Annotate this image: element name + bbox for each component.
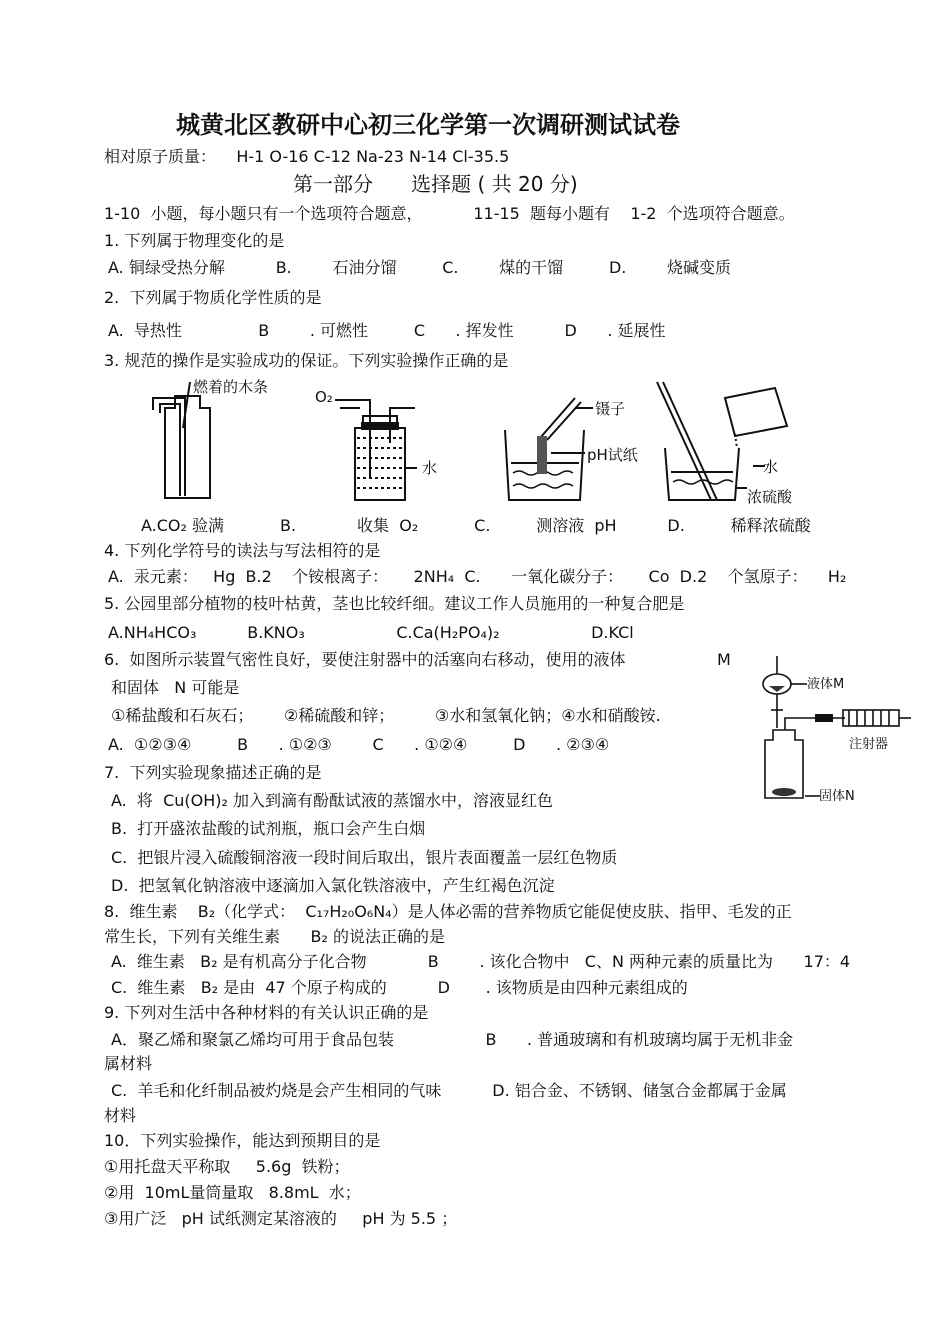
question-7-option-b: B. 打开盛浓盐酸的试剂瓶，瓶口会产生白烟 bbox=[111, 819, 426, 838]
solid-n-label: 固体N bbox=[819, 789, 855, 804]
question-2-stem: 2. 下列属于物质化学性质的是 bbox=[104, 288, 322, 307]
question-9-options-cd: C. 羊毛和化纤制品被灼烧是会产生相同的气味 D. 铝合金、不锈钢、储氢合金都属于金属 bbox=[111, 1081, 787, 1100]
question-7-option-d: D. 把氢氧化钠溶液中逐滴加入氯化铁溶液中，产生红褐色沉淀 bbox=[111, 876, 555, 895]
question-6-options: A. ①②③④ B . ①②③ C . ①②④ D . ②③④ bbox=[108, 735, 610, 754]
question-8-stem-line2: 常生长，下列有关维生素 B₂ 的说法正确的是 bbox=[104, 927, 445, 946]
question-4-options: A. 汞元素： Hg B.2 个铵根离子： 2NH₄ C. 一氧化碳分子： Co D.2 个氢原子： H₂ bbox=[108, 567, 847, 586]
question-7-stem: 7. 下列实验现象描述正确的是 bbox=[104, 763, 322, 782]
question-9-option-b-cont: 属材料 bbox=[104, 1054, 153, 1073]
question-4-stem: 4. 下列化学符号的读法与写法相符的是 bbox=[104, 541, 381, 560]
question-6-stem-line1: 6. 如图所示装置气密性良好，要使注射器中的活塞向右移动，使用的液体 M bbox=[104, 650, 731, 669]
question-10-item-3: ③用广泛 pH 试纸测定某溶液的 pH 为 5.5 ； bbox=[104, 1209, 458, 1228]
question-9-option-d-cont: 材料 bbox=[104, 1106, 137, 1125]
question-5-stem: 5. 公园里部分植物的枝叶枯黄，茎也比较纤细。建议工作人员施用的一种复合肥是 bbox=[104, 594, 685, 613]
question-10-item-1: ①用托盘天平称取 5.6g 铁粉； bbox=[104, 1157, 350, 1176]
question-1-stem: 1. 下列属于物理变化的是 bbox=[104, 231, 285, 250]
syringe-label: 注射器 bbox=[849, 737, 889, 752]
question-3-figure bbox=[135, 368, 815, 508]
question-10-item-2: ②用 10mL量筒量取 8.8mL 水； bbox=[104, 1183, 361, 1202]
question-1-options: A. 铜绿受热分解 B. 石油分馏 C. 煤的干馏 D. 烧碱变质 bbox=[108, 258, 732, 277]
gas-inlet-label: O₂ bbox=[315, 388, 333, 406]
tweezers-label: 镊子 bbox=[595, 400, 626, 418]
question-8-options-cd: C. 维生素 B₂ 是由 47 个原子构成的 D . 该物质是由四种元素组成的 bbox=[111, 978, 688, 997]
question-9-stem: 9. 下列对生活中各种材料的有关认识正确的是 bbox=[104, 1003, 429, 1022]
question-7-option-c: C. 把银片浸入硫酸铜溶液一段时间后取出，银片表面覆盖一层红色物质 bbox=[111, 848, 618, 867]
water-label-d: 水 bbox=[763, 458, 779, 476]
question-6-stem-line2: 和固体 N 可能是 bbox=[111, 678, 240, 697]
instructions: 1-10 小题，每小题只有一个选项符合题意， 11-15 题每小题有 1-2 个选项符合题意。 bbox=[104, 204, 795, 223]
water-label-b: 水 bbox=[422, 459, 438, 477]
question-6-figure bbox=[745, 648, 915, 808]
question-7-option-a: A. 将 Cu(OH)₂ 加入到滴有酚酞试液的蒸馏水中，溶液显红色 bbox=[111, 791, 554, 810]
question-3-stem: 3. 规范的操作是实验成功的保证。下列实验操作正确的是 bbox=[104, 351, 509, 370]
atomic-mass-line: 相对原子质量： H-1 O-16 C-12 Na-23 N-14 Cl-35.5 bbox=[104, 147, 510, 166]
conc-acid-label: 浓硫酸 bbox=[747, 488, 793, 506]
burning-stick-label: 燃着的木条 bbox=[193, 378, 269, 396]
ph-paper-label: pH试纸 bbox=[587, 446, 638, 464]
question-10-stem: 10．下列实验操作，能达到预期目的是 bbox=[104, 1131, 381, 1150]
page-title: 城黄北区教研中心初三化学第一次调研测试试卷 bbox=[176, 111, 680, 139]
question-9-options-ab: A．聚乙烯和聚氯乙烯均可用于食品包装 B . 普通玻璃和有机玻璃均属于无机非金 bbox=[111, 1030, 794, 1049]
question-5-options: A.NH₄HCO₃ B.KNO₃ C.Ca(H₂PO₄)₂ D.KCl bbox=[108, 623, 634, 642]
section-heading: 第一部分 选择题 ( 共 20 分) bbox=[293, 172, 578, 196]
question-8-stem-line1: 8. 维生素 B₂（化学式： C₁₇H₂₀O₆N₄）是人体必需的营养物质它能促使皮肤、指甲、毛发的正 bbox=[104, 902, 792, 921]
liquid-m-label: 液体M bbox=[807, 677, 845, 692]
question-2-options: A. 导热性 B . 可燃性 C . 挥发性 D . 延展性 bbox=[108, 321, 666, 340]
question-3-options: A.CO₂ 验满 B. 收集 O₂ C. 测溶液 pH D. 稀释浓硫酸 bbox=[141, 516, 811, 535]
question-6-choices: ①稀盐酸和石灰石； ②稀硫酸和锌； ③水和氢氧化钠；④水和硝酸铵. bbox=[111, 706, 661, 725]
question-8-options-ab: A. 维生素 B₂ 是有机高分子化合物 B . 该化合物中 C、N 两种元素的质量比为 17：4 bbox=[111, 952, 851, 971]
